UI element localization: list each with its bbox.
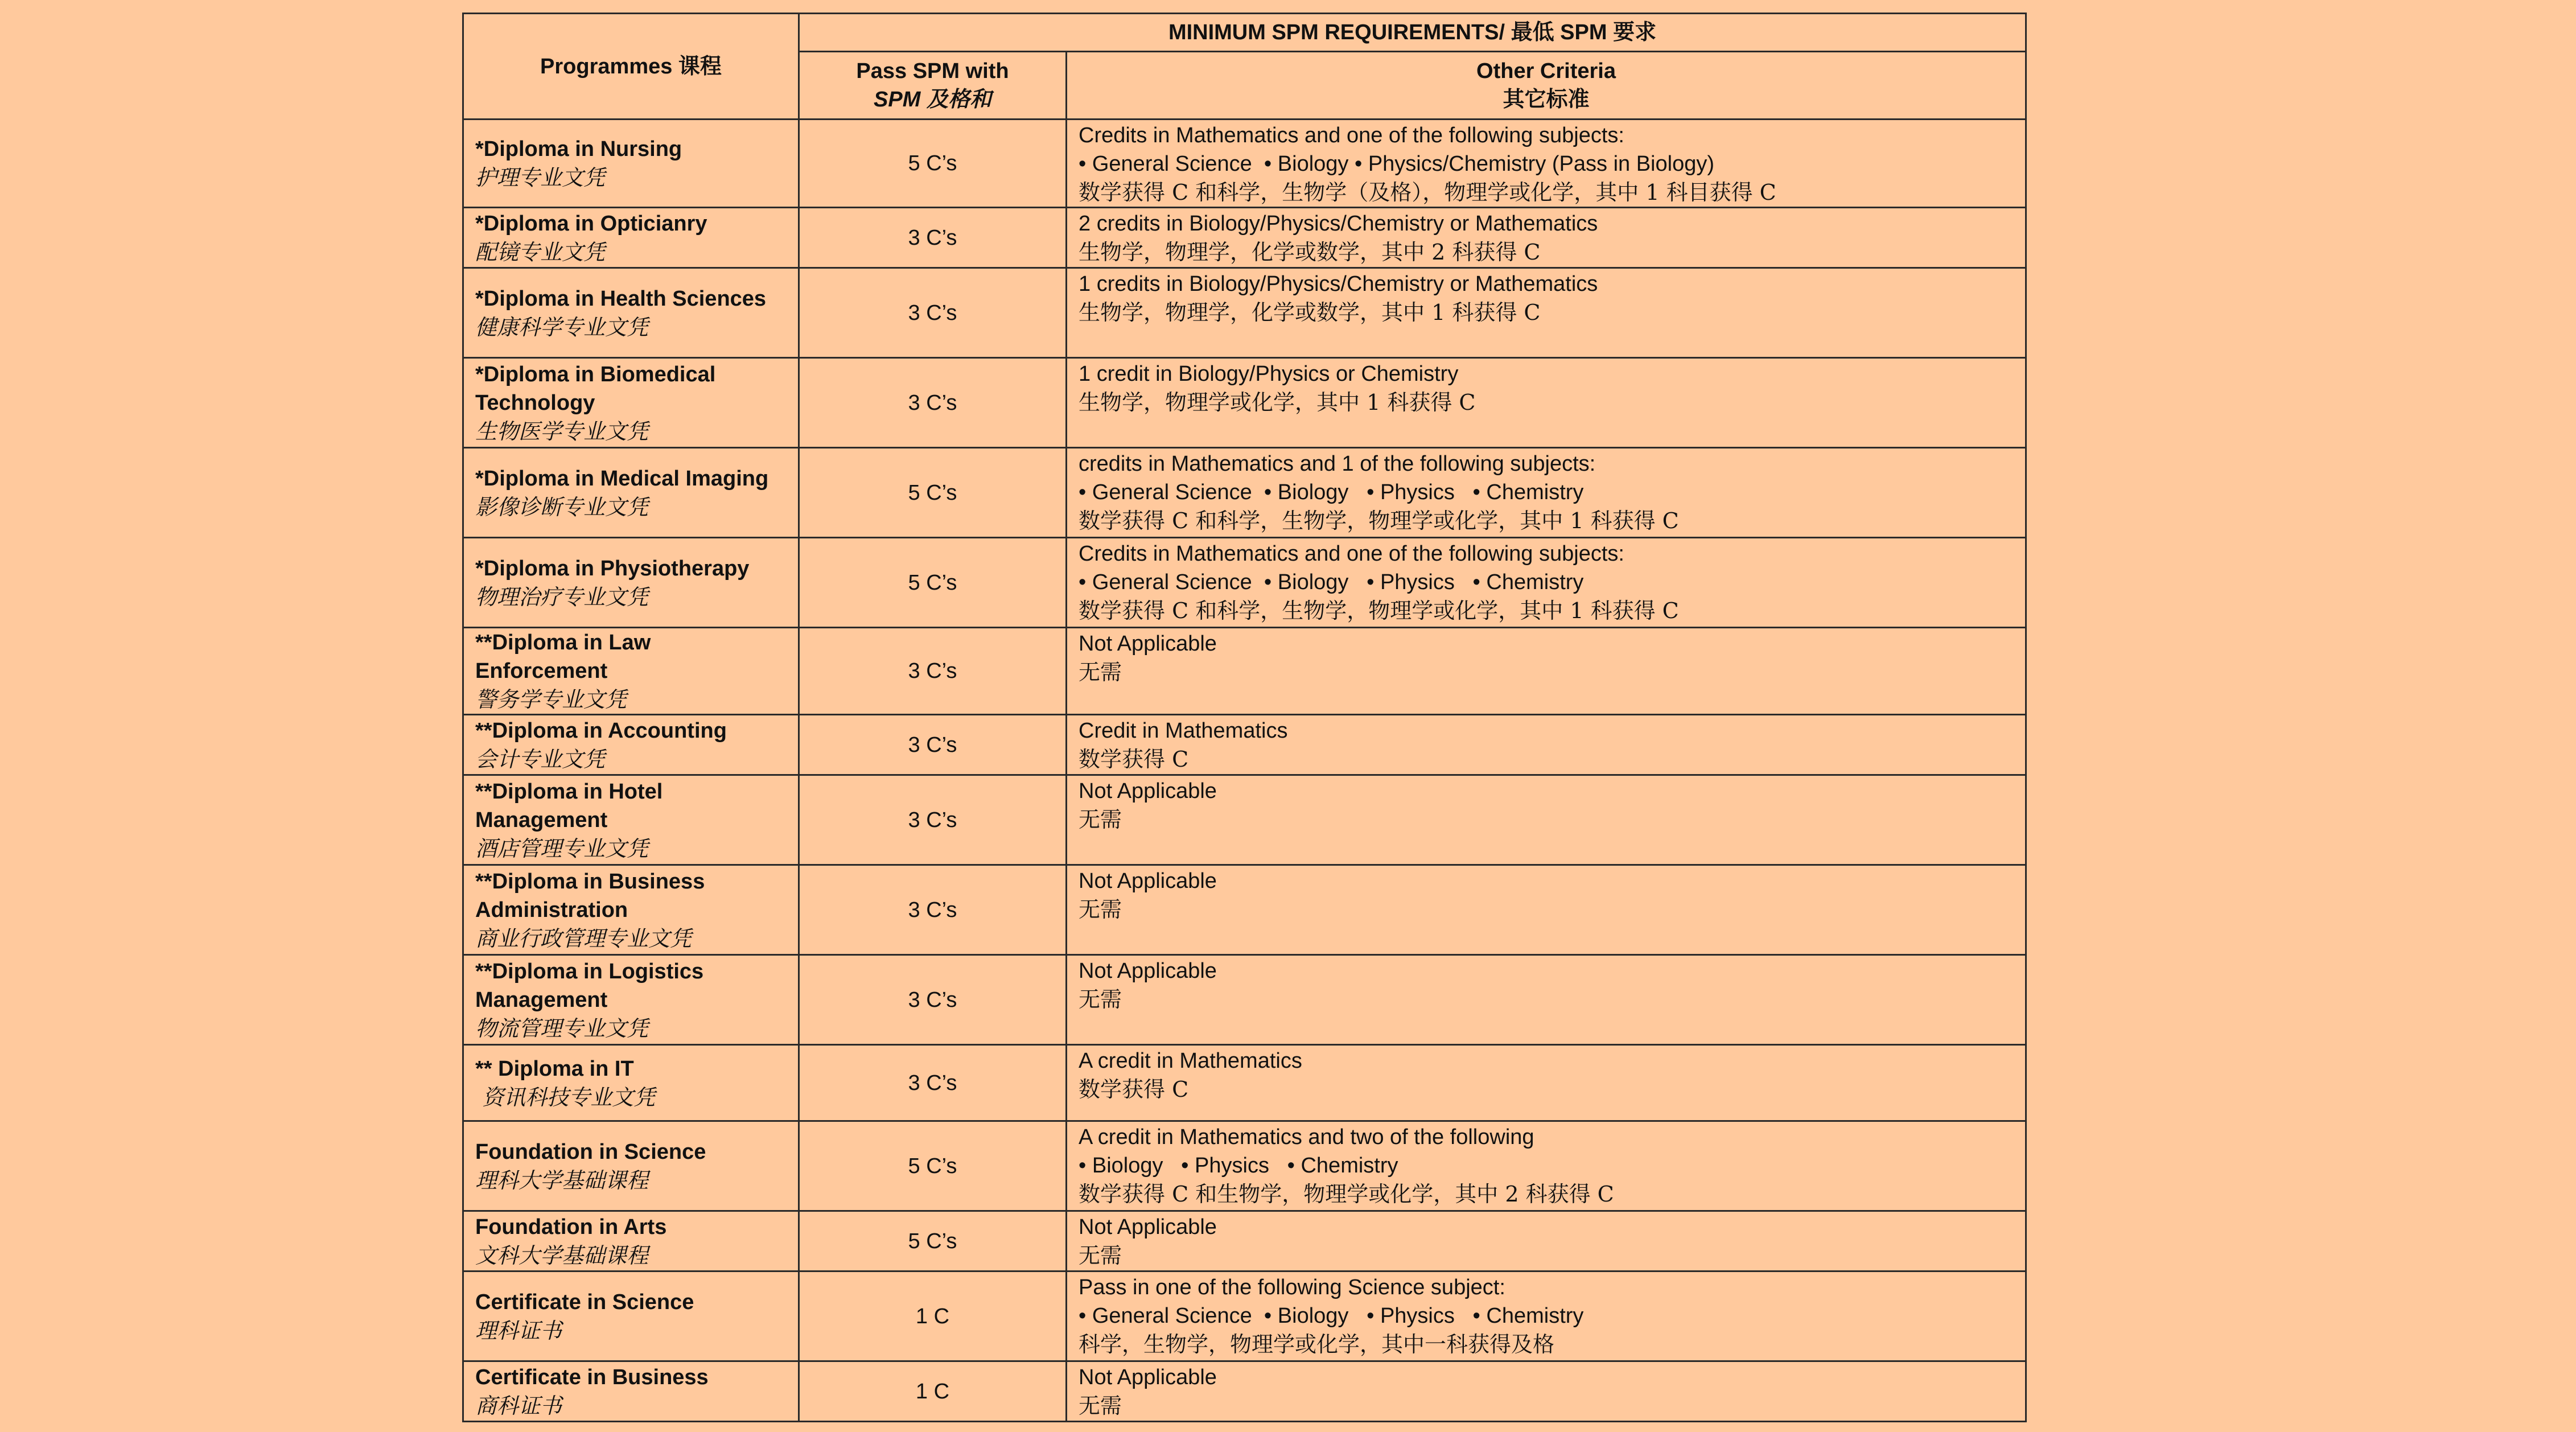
criteria-line: 无需 (1079, 807, 1122, 832)
programme-name-zh: 警务学专业文凭 (475, 687, 627, 712)
table-row (463, 775, 2026, 865)
criteria-line: 数学获得 C 和科学，生物学，物理学或化学，其中 1 科获得 C (1079, 598, 1679, 623)
pass-spm-value: 3 C’s (799, 208, 1067, 268)
criteria-line: • General Science • Biology • Physics • Chemistry (1079, 1304, 1584, 1328)
table-row (463, 120, 2026, 208)
programme-name-en: Foundation in Arts (475, 1215, 667, 1239)
other-criteria-cell (1067, 358, 2026, 448)
criteria-line: 数学获得 C (1079, 747, 1189, 772)
criteria-line: • General Science • Biology • Physics • Chemistry (1079, 570, 1584, 594)
programme-cell (463, 1045, 799, 1121)
pass-spm-value: 3 C’s (799, 358, 1067, 448)
criteria-line: Not Applicable (1079, 1365, 1217, 1389)
other-criteria-cell (1067, 1121, 2026, 1211)
pass-spm-value: 3 C’s (799, 775, 1067, 865)
programme-name-en: **Diploma in Law Enforcement (475, 631, 651, 683)
pass-spm-header (799, 52, 1067, 120)
programme-name-en: Certificate in Business (475, 1365, 709, 1389)
table-row (463, 1121, 2026, 1211)
programme-name-zh: 护理专业文凭 (475, 165, 606, 190)
pass-spm-value: 5 C’s (799, 1121, 1067, 1211)
criteria-line: Not Applicable (1079, 959, 1217, 983)
programmes-header: Programmes 课程 (463, 14, 799, 120)
criteria-line: 1 credit in Biology/Physics or Chemistry (1079, 362, 1459, 386)
table-row (463, 268, 2026, 358)
pass-spm-value: 3 C’s (799, 715, 1067, 775)
programme-name-zh: 物流管理专业文凭 (475, 1015, 649, 1041)
programme-name-en: *Diploma in Nursing (475, 137, 682, 161)
table-header (463, 14, 2026, 120)
programme-name-zh: 商科证书 (475, 1393, 562, 1418)
other-criteria-header (1067, 52, 2026, 120)
programme-name-zh: 商业行政管理专业文凭 (475, 925, 692, 951)
criteria-line: A credit in Mathematics and two of the following (1079, 1125, 1534, 1149)
pass-spm-value: 5 C’s (799, 448, 1067, 538)
programme-name-zh: 理科证书 (475, 1318, 562, 1343)
programme-cell (463, 1121, 799, 1211)
table-row (463, 448, 2026, 538)
other-criteria-cell (1067, 1361, 2026, 1422)
programme-cell (463, 865, 799, 955)
programme-name-en: *Diploma in Medical Imaging (475, 466, 769, 491)
programme-name-zh: 配镜专业文凭 (475, 239, 606, 265)
table-row (463, 865, 2026, 955)
other-criteria-cell (1067, 1271, 2026, 1361)
programme-name-en: *Diploma in Health Sciences (475, 286, 767, 311)
programme-name-en: Foundation in Science (475, 1139, 706, 1164)
programme-name-en: Certificate in Science (475, 1290, 694, 1314)
pass-spm-value: 3 C’s (799, 628, 1067, 715)
criteria-line: 科学，生物学，物理学或化学，其中一科获得及格 (1079, 1332, 1555, 1357)
programme-name-en: *Diploma in Biomedical Technology (475, 362, 716, 415)
other-criteria-cell (1067, 865, 2026, 955)
programme-name-zh: 健康科学专业文凭 (475, 314, 649, 340)
other-criteria-cell (1067, 1211, 2026, 1271)
table-row (463, 628, 2026, 715)
programme-name-en: **Diploma in Business Administration (475, 869, 705, 922)
table-body (463, 120, 2026, 1422)
criteria-line: Credits in Mathematics and one of the following subjects: (1079, 542, 1624, 566)
programme-cell (463, 358, 799, 448)
programme-name-zh: 资讯科技专业文凭 (475, 1084, 656, 1110)
programme-name-en: *Diploma in Opticianry (475, 211, 707, 236)
programme-name-zh: 生物医学专业文凭 (475, 418, 649, 444)
programme-cell (463, 538, 799, 628)
programme-name-en: **Diploma in Logistics Management (475, 959, 704, 1012)
pass-spm-value: 1 C (799, 1271, 1067, 1361)
criteria-line: Pass in one of the following Science subject: (1079, 1275, 1505, 1299)
pass-spm-header-en: Pass SPM with (856, 59, 1009, 83)
pass-spm-header-zh: SPM 及格和 (874, 88, 991, 112)
pass-spm-value: 5 C’s (799, 120, 1067, 208)
programme-name-zh: 酒店管理专业文凭 (475, 836, 649, 861)
criteria-line: • Biology • Physics • Chemistry (1079, 1154, 1398, 1178)
programme-cell (463, 448, 799, 538)
pass-spm-value: 5 C’s (799, 1211, 1067, 1271)
criteria-line: 无需 (1079, 897, 1122, 922)
other-criteria-cell (1067, 715, 2026, 775)
other-criteria-cell (1067, 1045, 2026, 1121)
criteria-line: 数学获得 C 和科学，生物学，物理学或化学，其中 1 科获得 C (1079, 508, 1679, 533)
criteria-line: 无需 (1079, 1243, 1122, 1268)
programme-name-en: **Diploma in Hotel Management (475, 779, 663, 832)
requirements-table-container (462, 13, 2025, 1422)
criteria-line: • General Science • Biology • Physics/Chemistry (Pass in Biology) (1079, 152, 1714, 176)
table-row (463, 715, 2026, 775)
table-row (463, 1361, 2026, 1422)
programme-cell (463, 775, 799, 865)
programme-cell (463, 1271, 799, 1361)
other-criteria-cell (1067, 955, 2026, 1045)
programme-cell (463, 955, 799, 1045)
criteria-line: 数学获得 C 和生物学，物理学或化学，其中 2 科获得 C (1079, 1182, 1614, 1207)
other-criteria-cell (1067, 628, 2026, 715)
criteria-line: 数学获得 C 和科学，生物学（及格），物理学或化学，其中 1 科目获得 C (1079, 180, 1776, 205)
pass-spm-value: 3 C’s (799, 865, 1067, 955)
other-criteria-cell (1067, 775, 2026, 865)
pass-spm-value: 3 C’s (799, 268, 1067, 358)
criteria-line: 生物学，物理学，化学或数学，其中 1 科获得 C (1079, 300, 1541, 325)
min-requirements-header: MINIMUM SPM REQUIREMENTS/ 最低 SPM 要求 (799, 14, 2026, 52)
programme-name-zh: 理科大学基础课程 (475, 1167, 649, 1193)
other-criteria-cell (1067, 268, 2026, 358)
programme-name-zh: 文科大学基础课程 (475, 1242, 649, 1268)
programme-cell (463, 1211, 799, 1271)
criteria-line: 1 credits in Biology/Physics/Chemistry or Mathematics (1079, 272, 1598, 296)
programme-cell (463, 208, 799, 268)
criteria-line: 生物学，物理学，化学或数学，其中 2 科获得 C (1079, 240, 1541, 265)
criteria-line: • General Science • Biology • Physics • Chemistry (1079, 480, 1584, 504)
criteria-line: 无需 (1079, 987, 1122, 1012)
other-criteria-cell (1067, 208, 2026, 268)
programme-cell (463, 1361, 799, 1422)
criteria-line: 数学获得 C (1079, 1077, 1189, 1102)
table-row (463, 538, 2026, 628)
spm-requirements-table (462, 13, 2027, 1422)
criteria-line: Not Applicable (1079, 779, 1217, 803)
pass-spm-value: 3 C’s (799, 955, 1067, 1045)
criteria-line: Not Applicable (1079, 869, 1217, 893)
criteria-line: Credit in Mathematics (1079, 719, 1288, 743)
programme-name-en: **Diploma in Accounting (475, 718, 727, 743)
criteria-line: A credit in Mathematics (1079, 1049, 1302, 1073)
criteria-line: credits in Mathematics and 1 of the following subjects: (1079, 452, 1596, 476)
table-row (463, 358, 2026, 448)
programme-cell (463, 628, 799, 715)
table-row (463, 1211, 2026, 1271)
table-row (463, 208, 2026, 268)
programme-name-zh: 影像诊断专业文凭 (475, 494, 649, 520)
programme-cell (463, 715, 799, 775)
table-row (463, 1045, 2026, 1121)
programme-cell (463, 268, 799, 358)
pass-spm-value: 5 C’s (799, 538, 1067, 628)
table-row (463, 1271, 2026, 1361)
pass-spm-value: 3 C’s (799, 1045, 1067, 1121)
programme-name-zh: 物理治疗专业文凭 (475, 584, 649, 610)
criteria-line: 2 credits in Biology/Physics/Chemistry or Mathematics (1079, 212, 1598, 236)
programme-name-en: ** Diploma in IT (475, 1056, 634, 1081)
other-criteria-cell (1067, 448, 2026, 538)
criteria-line: 无需 (1079, 660, 1122, 685)
programme-name-en: *Diploma in Physiotherapy (475, 556, 750, 581)
table-row (463, 955, 2026, 1045)
criteria-line: Credits in Mathematics and one of the following subjects: (1079, 124, 1624, 147)
criteria-line: 无需 (1079, 1393, 1122, 1418)
other-criteria-cell (1067, 120, 2026, 208)
pass-spm-value: 1 C (799, 1361, 1067, 1422)
programme-name-zh: 会计专业文凭 (475, 746, 606, 772)
programme-cell (463, 120, 799, 208)
criteria-line: Not Applicable (1079, 1215, 1217, 1239)
criteria-line: 生物学，物理学或化学，其中 1 科获得 C (1079, 390, 1476, 415)
other-criteria-header-zh: 其它标准 (1503, 88, 1590, 112)
other-criteria-cell (1067, 538, 2026, 628)
criteria-line: Not Applicable (1079, 632, 1217, 656)
other-criteria-header-en: Other Criteria (1476, 59, 1616, 83)
